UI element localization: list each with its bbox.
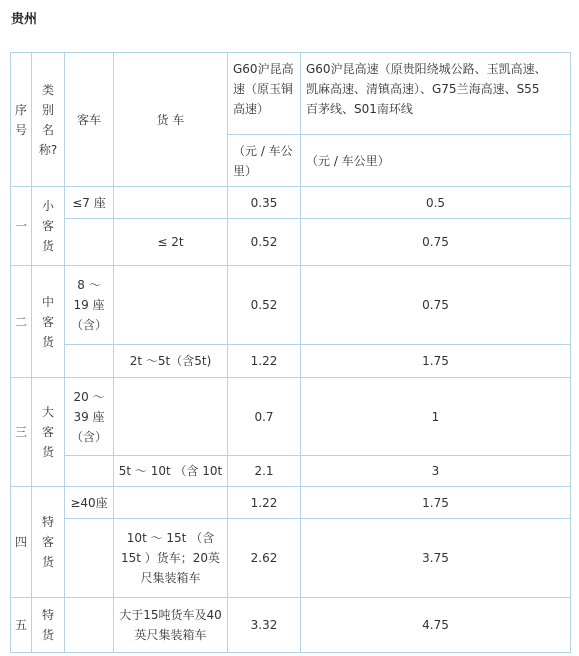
header-seq: 序 号: [11, 53, 32, 187]
table-row: [11, 219, 571, 266]
table-row: [11, 378, 571, 456]
row-passenger: [65, 345, 114, 378]
table-row: [11, 598, 571, 653]
row-rate-b: 0.75: [301, 219, 571, 266]
row-category: 小 客 货: [32, 187, 65, 266]
page-title: 贵州: [11, 12, 38, 27]
table-row: [11, 487, 571, 519]
row-truck: [114, 187, 228, 219]
row-rate-b: 0.75: [301, 266, 571, 345]
header-rate-b: G60沪昆高速（原贵阳绕城公路、玉凯高速、 凯麻高速、清镇高速）、G75兰海高速、S55 百茅线、S01南环线: [301, 53, 571, 135]
row-seq: 三: [11, 378, 32, 487]
row-passenger: ≥40座: [65, 487, 114, 519]
row-truck: 5t ～ 10t （含 10t: [114, 456, 228, 487]
row-passenger: ≤7 座: [65, 187, 114, 219]
row-seq: 四: [11, 487, 32, 598]
toll-rate-table: [10, 52, 571, 653]
row-rate-b: 1.75: [301, 345, 571, 378]
row-rate-a: 1.22: [228, 345, 301, 378]
row-rate-b: 3: [301, 456, 571, 487]
row-passenger: [65, 598, 114, 653]
header-rate-a: G60沪昆高 速（原玉铜 高速）: [228, 53, 301, 135]
row-rate-b: 0.5: [301, 187, 571, 219]
row-category: 特 客 货: [32, 487, 65, 598]
table-row: [11, 456, 571, 487]
header-category: 类 别 名 称?: [32, 53, 65, 187]
header-unit-a: （元 / 车公 里）: [228, 135, 301, 187]
table-row: [11, 266, 571, 345]
row-seq: 一: [11, 187, 32, 266]
table-row: [11, 345, 571, 378]
row-truck: 2t ～5t（含5t): [114, 345, 228, 378]
header-unit-b: （元 / 车公里）: [301, 135, 571, 187]
row-passenger: 8 ～ 19 座 （含）: [65, 266, 114, 345]
row-passenger: [65, 519, 114, 598]
row-passenger: [65, 456, 114, 487]
row-truck: [114, 487, 228, 519]
row-rate-a: 0.52: [228, 219, 301, 266]
row-rate-b: 3.75: [301, 519, 571, 598]
row-rate-a: 2.62: [228, 519, 301, 598]
row-rate-b: 1: [301, 378, 571, 456]
row-truck: [114, 266, 228, 345]
row-rate-a: 2.1: [228, 456, 301, 487]
header-passenger: 客车: [65, 53, 114, 187]
row-seq: 二: [11, 266, 32, 378]
row-rate-a: 0.52: [228, 266, 301, 345]
header-truck: 货 车: [114, 53, 228, 187]
row-passenger: 20 ～ 39 座 （含）: [65, 378, 114, 456]
row-truck: 10t ～ 15t （含 15t ）货车；20英 尺集装箱车: [114, 519, 228, 598]
row-category: 中 客 货: [32, 266, 65, 378]
row-category: 大 客 货: [32, 378, 65, 487]
row-category: 特 货: [32, 598, 65, 653]
row-passenger: [65, 219, 114, 266]
table-row: [11, 187, 571, 219]
row-rate-a: 0.35: [228, 187, 301, 219]
row-rate-a: 0.7: [228, 378, 301, 456]
row-rate-a: 1.22: [228, 487, 301, 519]
row-rate-a: 3.32: [228, 598, 301, 653]
table-row: [11, 519, 571, 598]
row-truck: 大于15吨货车及40 英尺集装箱车: [114, 598, 228, 653]
row-truck: [114, 378, 228, 456]
row-rate-b: 4.75: [301, 598, 571, 653]
row-rate-b: 1.75: [301, 487, 571, 519]
row-truck: ≤ 2t: [114, 219, 228, 266]
row-seq: 五: [11, 598, 32, 653]
